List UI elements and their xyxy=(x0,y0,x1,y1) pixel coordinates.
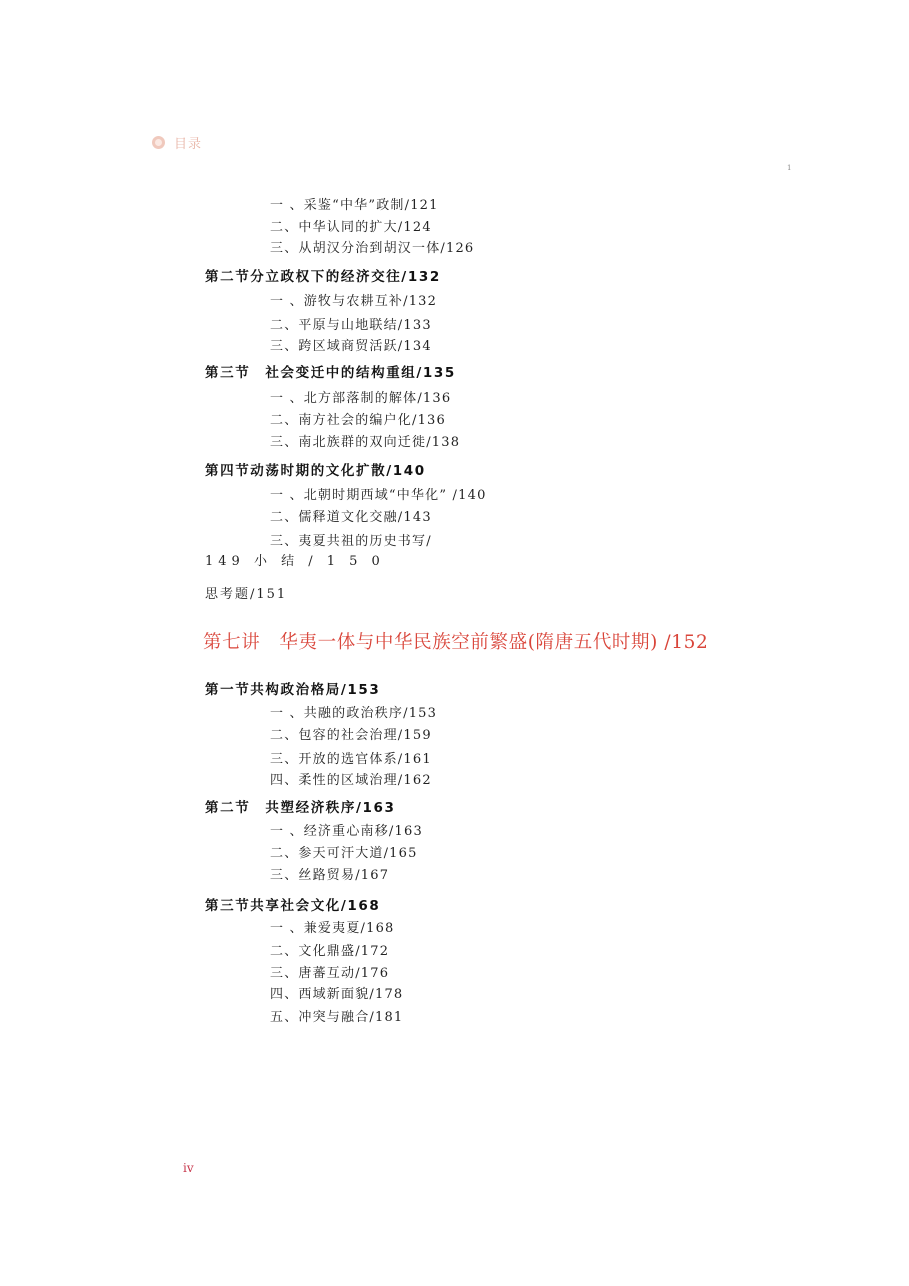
corner-mark: 1 xyxy=(787,164,792,172)
toc-entry: 三、开放的选官体系/161 xyxy=(270,752,432,767)
toc-entry: 一 、共融的政治秩序/153 xyxy=(270,706,438,721)
toc-entry: 四、柔性的区域治理/162 xyxy=(270,773,432,788)
section-heading: 第三节 社会变迁中的结构重组/135 xyxy=(205,365,456,381)
toc-entry: 二、包容的社会治理/159 xyxy=(270,728,432,743)
toc-entry: 一 、经济重心南移/163 xyxy=(270,824,423,839)
toc-entry: 三、丝路贸易/167 xyxy=(270,868,390,883)
toc-entry: 五、冲突与融合/181 xyxy=(270,1010,404,1025)
toc-entry: 四、西域新面貌/178 xyxy=(270,987,404,1002)
toc-entry: 三、跨区域商贸活跃/134 xyxy=(270,339,432,354)
questions-entry: 思考题/151 xyxy=(205,587,288,602)
toc-entry: 二、文化鼎盛/172 xyxy=(270,944,390,959)
toc-entry: 二、平原与山地联结/133 xyxy=(270,318,432,333)
header-label: 目录 xyxy=(174,137,203,152)
toc-entry: 一 、游牧与农耕互补/132 xyxy=(270,294,438,309)
toc-entry: 一 、北方部落制的解体/136 xyxy=(270,391,452,406)
toc-entry: 二、南方社会的编户化/136 xyxy=(270,413,446,428)
toc-entry: 一 、北朝时期西域“中华化” /140 xyxy=(270,488,487,503)
page-number: iv xyxy=(183,1161,194,1175)
toc-entry: 二、参天可汗大道/165 xyxy=(270,846,418,861)
section-heading: 第三节共享社会文化/168 xyxy=(205,898,381,914)
section-heading: 第二节 共塑经济秩序/163 xyxy=(205,800,396,816)
toc-entry: 二、儒释道文化交融/143 xyxy=(270,510,432,525)
section-heading: 第一节共构政治格局/153 xyxy=(205,682,381,698)
toc-entry: 一 、采鉴“中华”政制/121 xyxy=(270,198,439,213)
section-heading: 第二节分立政权下的经济交往/132 xyxy=(205,269,441,285)
summary-entry: 149 小 结 / 1 5 0 xyxy=(205,554,385,569)
toc-header xyxy=(152,133,202,152)
chapter-heading: 第七讲 华夷一体与中华民族空前繁盛(隋唐五代时期) /152 xyxy=(203,632,709,653)
circle-icon xyxy=(152,136,165,149)
toc-entry: 三、夷夏共祖的历史书写/ xyxy=(270,534,432,549)
toc-entry: 三、南北族群的双向迁徙/138 xyxy=(270,435,461,450)
toc-entry: 一 、兼爱夷夏/168 xyxy=(270,921,395,936)
toc-entry: 二、中华认同的扩大/124 xyxy=(270,220,432,235)
toc-entry: 三、从胡汉分治到胡汉一体/126 xyxy=(270,241,475,256)
section-heading: 第四节动荡时期的文化扩散/140 xyxy=(205,463,426,479)
toc-entry: 三、唐蕃互动/176 xyxy=(270,966,390,981)
